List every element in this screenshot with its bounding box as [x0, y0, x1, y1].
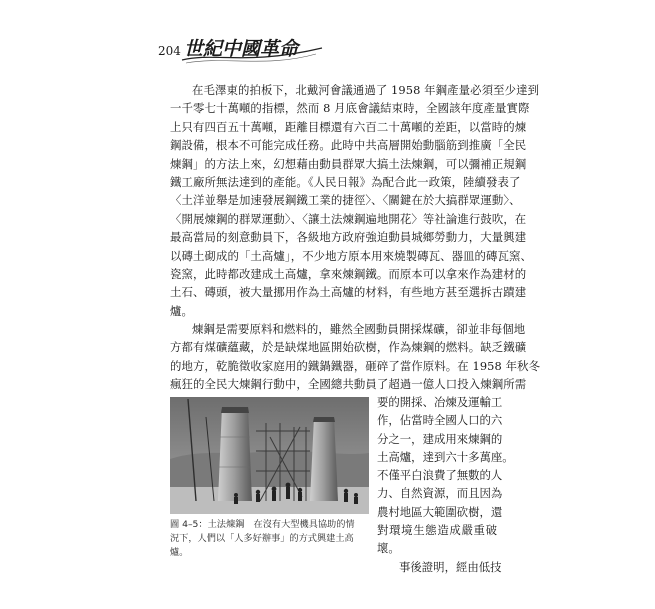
book-series-logo: [184, 26, 312, 66]
figure-caption: [170, 518, 370, 561]
text-line: 力、自然資源，而且因為: [377, 486, 503, 501]
furnace-photo: [170, 397, 369, 514]
text-line: 鐵工廠所無法達到的產能。《人民日報》為配合此一政策，陸續發表了: [170, 174, 521, 189]
text-line: 要的開採、冶煉及運輸工: [377, 395, 503, 409]
caption-line: 爐。: [170, 547, 189, 559]
text-line: 瓷窯，此時都改建成土高爐，拿來煉鋼鐵。而原本可以拿來作為建材的: [170, 266, 527, 281]
text-line: 壞。: [377, 541, 400, 556]
wrapped-text-column: [377, 393, 514, 576]
text-line: 上只有四百五十萬噸，距離目標還有六百二十萬噸的差距，以當時的煉: [170, 119, 527, 134]
paragraph-2: [170, 320, 541, 394]
text-line: 〈開展煉鋼的群眾運動〉、〈讓土法煉鋼遍地開花〉等社論進行鼓吹，在: [170, 211, 527, 226]
text-line: 作，佔當時全國人口的六: [377, 413, 503, 428]
text-line: 農村地區大範圍砍樹，還: [377, 504, 503, 519]
caption-line: 圖 4–5：土法煉鋼 在沒有大型機具協助的情: [170, 519, 355, 530]
text-line: 的地方，乾脆徵收家庭用的鐵鍋鐵器，砸碎了當作原料。在 1958 年秋冬: [170, 358, 541, 373]
furnace-photo-illustration: [170, 397, 369, 514]
text-line: 以磚土砌成的「土高爐」，不少地方原本用來燒製磚瓦、器皿的磚瓦窯、: [170, 248, 533, 263]
text-line: 分之一，建成用來煉鋼的: [377, 431, 503, 446]
text-line: 一千零七十萬噸的指標，然而 8 月底會議結束時，全國該年度產量實際: [170, 101, 530, 116]
text-line: 最高當局的刻意動員下，各級地方政府強迫動員城鄉勞動力，大量興建: [170, 230, 527, 245]
caption-line: 況下，人們以「人多好辦事」的方式興建土高: [170, 533, 354, 545]
text-line: 對環境生態造成嚴重破: [377, 523, 497, 538]
text-line: 在毛澤東的拍板下，北戴河會議通過了 1958 年鋼產量必須至少達到: [192, 83, 540, 97]
text-line: 瘋狂的全民大煉鋼行動中，全國總共動員了超過一億人口投入煉鋼所需: [170, 377, 527, 392]
logo-text: 世紀中國革命: [184, 38, 299, 60]
text-line: 土高爐，達到六十多萬座。: [377, 449, 514, 464]
page-number: 204: [158, 44, 181, 58]
paragraph-1: [170, 81, 540, 320]
text-line: 爐。: [170, 303, 193, 318]
text-line: 方都有煤礦蘊藏，於是缺煤地區開始砍樹，作為煉鋼的燃料。缺乏鐵礦: [170, 340, 527, 355]
text-line: 鋼設備，根本不可能完成任務。此時中共高層開始動腦筋到推廣「全民: [170, 138, 527, 153]
text-line: 事後證明，經由低技: [399, 559, 502, 574]
text-line: 不僅平白浪費了無數的人: [377, 468, 503, 483]
text-line: 〈土洋並舉是加速發展鋼鐵工業的捷徑〉、〈關鍵在於大搞群眾運動〉、: [170, 193, 521, 208]
text-line: 土石、磚頭，被大量挪用作為土高爐的材料，有些地方甚至選拆古蹟建: [170, 285, 527, 300]
text-line: 煉鋼是需要原料和燃料的，雖然全國動員開採煤礦，卻並非每個地: [192, 322, 526, 336]
text-line: 煉鋼」的方法上來，幻想藉由動員群眾大搞土法煉鋼，可以彌補正規鋼: [170, 156, 527, 171]
